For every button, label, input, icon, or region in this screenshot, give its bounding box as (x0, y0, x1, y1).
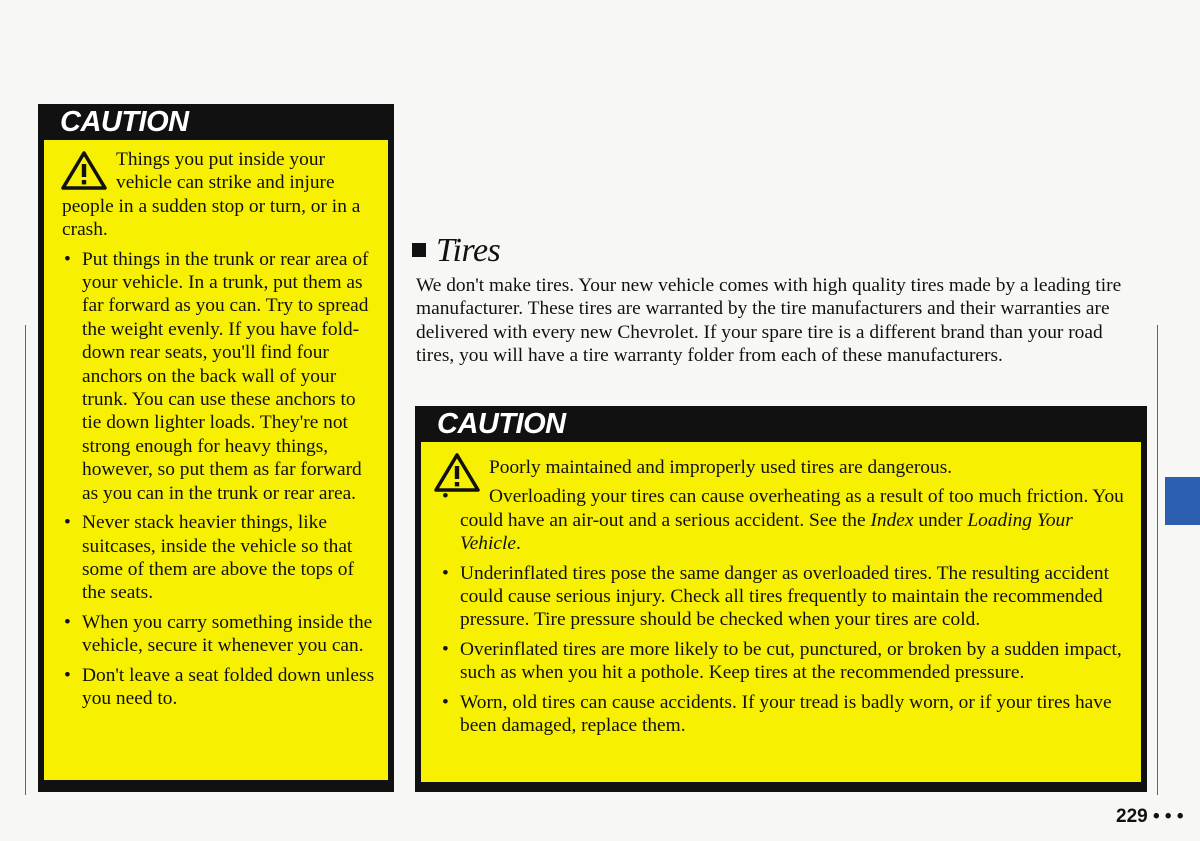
caution-list-item: • Overinflated tires are more likely to be cut, punctured, or broken by a sudden impact, such as when you hit a pothole. Keep tires at the recommended pressure. (435, 638, 1129, 685)
caution-list-item: • Never stack heavier things, like suitcases, inside the vehicle so that some of them are above the tops of the seats. (62, 511, 378, 605)
caution-title: CAUTION (60, 106, 189, 138)
caution-intro: Things you put inside your vehicle can strike and injure people in a sudden stop or turn, or in a crash. (62, 149, 361, 241)
index-reference: Index (870, 509, 914, 531)
caution-list (435, 485, 1129, 737)
caution-list (62, 248, 378, 711)
warning-triangle-icon (60, 150, 108, 190)
caution-list-item: • Don't leave a seat folded down unless you need to. (62, 664, 378, 711)
left-margin-rule (25, 325, 26, 795)
caution-list-item: • Worn, old tires can cause accidents. If your tread is badly worn, or if your tires have been damaged, replace them. (435, 691, 1129, 738)
caution-item-text: Overloading your tires can cause overheating as a result of too much friction. You could have an air-out and a serious accident. See the (460, 486, 1124, 531)
section-side-tab (1165, 477, 1200, 525)
page-number-trail: • • • (1152, 806, 1184, 827)
caution-item-text: under (913, 509, 968, 531)
section-bullet-square (412, 243, 426, 257)
section-heading (412, 232, 500, 270)
loading-vehicle-reference: Loading Your Vehicle (460, 509, 1073, 555)
caution-list-item: • When you carry something inside the vehicle, secure it whenever you can. (62, 611, 378, 658)
caution-list-item: • Put things in the trunk or rear area of your vehicle. In a trunk, put them as far forward as you can. Try to spread the weight evenly. If you have fold-down rear seats, you'll find four anchors on the back wall of your trunk. You can use these anchors to tie down lighter loads. They're not strong enough for heavy things, however, so put them as far forward as you can in the trunk or rear area. (62, 248, 378, 505)
caution-item-text: . (515, 533, 521, 555)
caution-body (44, 140, 388, 780)
right-caution-box (415, 406, 1147, 792)
caution-list-item (435, 485, 1129, 555)
section-heading-text: Tires (436, 232, 501, 269)
caution-title: CAUTION (437, 408, 566, 440)
right-margin-rule (1157, 325, 1158, 795)
tires-paragraph: We don't make tires. Your new vehicle comes with high quality tires made by a leading tire manufacturer. These tires are warranted by the tire manufacturers and their warranties are delivered with every new Chevrolet. If your spare tire is a different brand than your road tires, you will have a tire warranty folder from each of these manufacturers. (416, 275, 1122, 367)
caution-body (421, 442, 1141, 782)
caution-intro: Poorly maintained and improperly used tires are dangerous. (489, 457, 953, 478)
page-number-value: 229 (1116, 806, 1148, 827)
page-number (1116, 806, 1184, 828)
caution-list-item: • Underinflated tires pose the same danger as overloaded tires. The resulting accident could cause serious injury. Check all tires frequently to maintain the recommended pressure. Tire pressure should be checked when your tires are cold. (435, 562, 1129, 632)
left-caution-box (38, 104, 394, 792)
